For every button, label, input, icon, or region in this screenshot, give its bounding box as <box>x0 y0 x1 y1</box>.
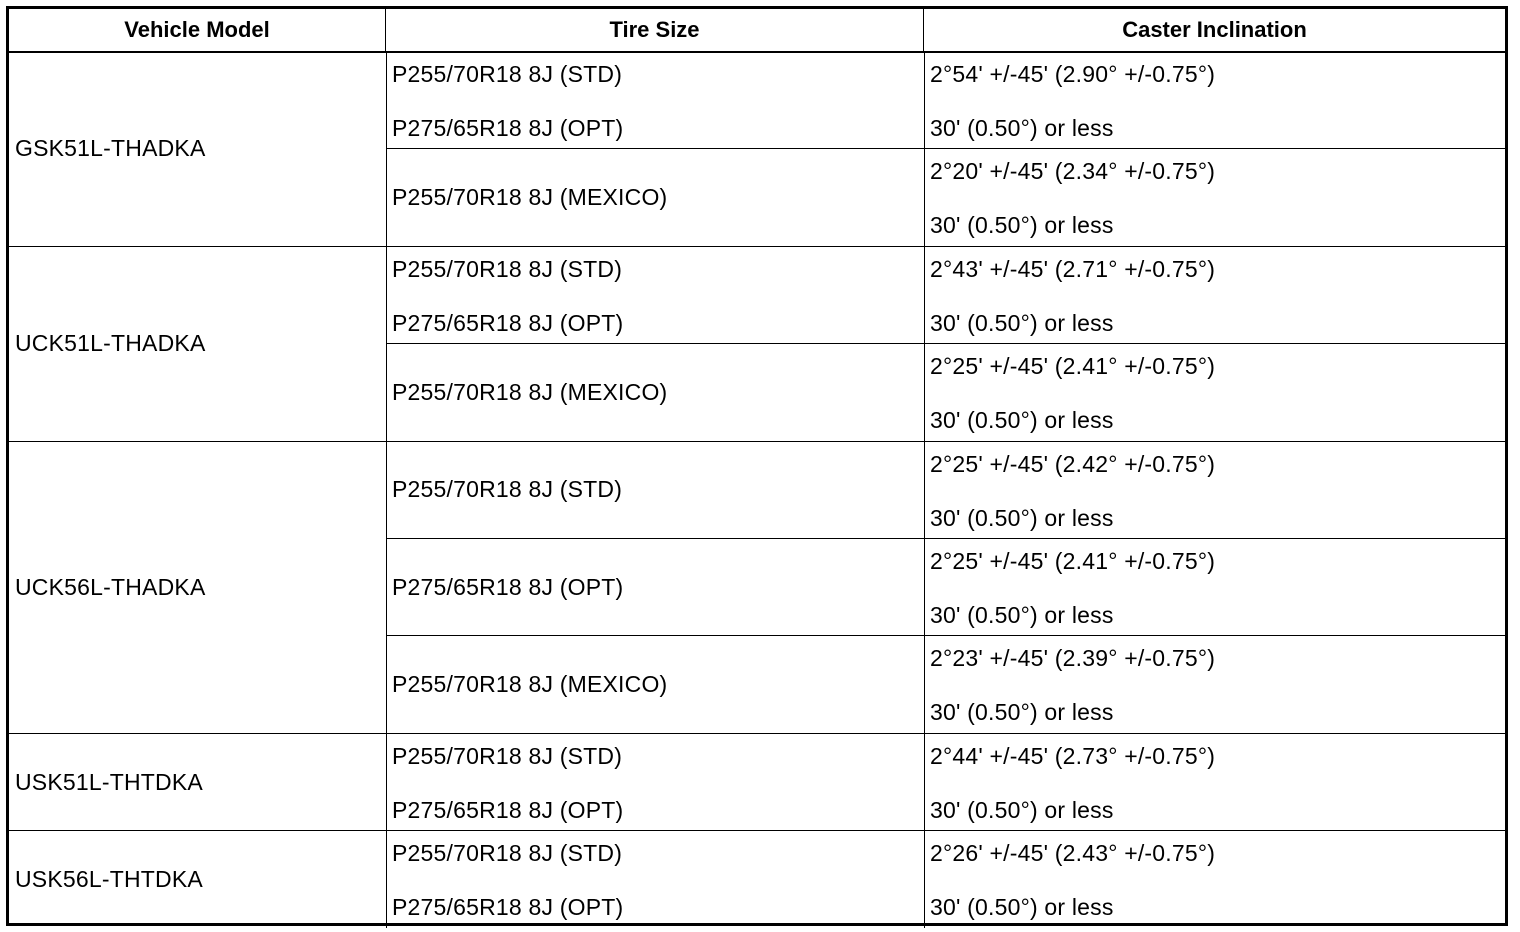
model-divider <box>9 441 1505 442</box>
header-divider <box>9 51 1505 53</box>
tire-size-cell: P255/70R18 8J (MEXICO) <box>392 671 668 698</box>
caster-difference-cell: 30' (0.50°) or less <box>930 309 1114 336</box>
caster-value-cell: 2°20' +/-45' (2.34° +/-0.75°) <box>930 158 1216 185</box>
tire-size-cell: P275/65R18 8J (OPT) <box>392 894 624 921</box>
model-divider <box>9 830 1505 831</box>
tire-size-cell: P275/65R18 8J (OPT) <box>392 573 624 600</box>
column-divider-model <box>386 51 387 928</box>
tire-size-cell: P275/65R18 8J (OPT) <box>392 309 624 336</box>
caster-value-cell: 2°44' +/-45' (2.73° +/-0.75°) <box>930 742 1216 769</box>
caster-value-cell: 2°25' +/-45' (2.41° +/-0.75°) <box>930 353 1216 380</box>
caster-value-cell: 2°26' +/-45' (2.43° +/-0.75°) <box>930 840 1216 867</box>
tire-size-cell: P255/70R18 8J (STD) <box>392 61 623 87</box>
vehicle-model-cell: GSK51L-THADKA <box>15 135 206 162</box>
tire-size-cell: P255/70R18 8J (MEXICO) <box>392 378 668 405</box>
vehicle-model-cell: UCK56L-THADKA <box>15 573 206 600</box>
caster-difference-cell: 30' (0.50°) or less <box>930 894 1114 921</box>
vehicle-model-cell: USK56L-THTDKA <box>15 865 203 892</box>
caster-value-cell: 2°25' +/-45' (2.41° +/-0.75°) <box>930 548 1216 574</box>
column-divider-tire <box>924 51 925 928</box>
caster-value-cell: 2°25' +/-45' (2.42° +/-0.75°) <box>930 450 1216 477</box>
tire-size-cell: P255/70R18 8J (MEXICO) <box>392 184 668 211</box>
caster-difference-cell: 30' (0.50°) or less <box>930 699 1114 726</box>
caster-difference-cell: 30' (0.50°) or less <box>930 796 1114 823</box>
tire-size-cell: P255/70R18 8J (STD) <box>392 255 623 282</box>
header-caster-inclination: Caster Inclination <box>1122 17 1307 42</box>
caster-difference-cell: 30' (0.50°) or less <box>930 504 1114 531</box>
header-vehicle-model: Vehicle Model <box>9 9 386 51</box>
vehicle-model-cell: USK51L-THTDKA <box>15 768 203 795</box>
tire-size-cell: P275/65R18 8J (OPT) <box>392 796 624 823</box>
header-tire-size: Tire Size <box>386 9 924 51</box>
caster-difference-cell: 30' (0.50°) or less <box>930 407 1114 434</box>
caster-value-cell: 2°54' +/-45' (2.90° +/-0.75°) <box>930 61 1216 87</box>
model-divider <box>9 733 1505 734</box>
vehicle-model-cell: UCK51L-THADKA <box>15 330 206 357</box>
caster-difference-cell: 30' (0.50°) or less <box>930 115 1114 141</box>
group-divider <box>386 148 1505 149</box>
caster-specification-table <box>6 6 1508 926</box>
group-divider <box>386 635 1505 636</box>
tire-size-cell: P255/70R18 8J (STD) <box>392 476 623 503</box>
caster-value-cell: 2°43' +/-45' (2.71° +/-0.75°) <box>930 255 1216 282</box>
model-divider <box>9 246 1505 247</box>
caster-value-cell: 2°23' +/-45' (2.39° +/-0.75°) <box>930 645 1216 672</box>
group-divider <box>386 343 1505 344</box>
caster-difference-cell: 30' (0.50°) or less <box>930 212 1114 239</box>
tire-size-cell: P255/70R18 8J (STD) <box>392 840 623 867</box>
caster-difference-cell: 30' (0.50°) or less <box>930 602 1114 628</box>
group-divider <box>386 538 1505 539</box>
tire-size-cell: P255/70R18 8J (STD) <box>392 742 623 769</box>
tire-size-cell: P275/65R18 8J (OPT) <box>392 115 624 141</box>
